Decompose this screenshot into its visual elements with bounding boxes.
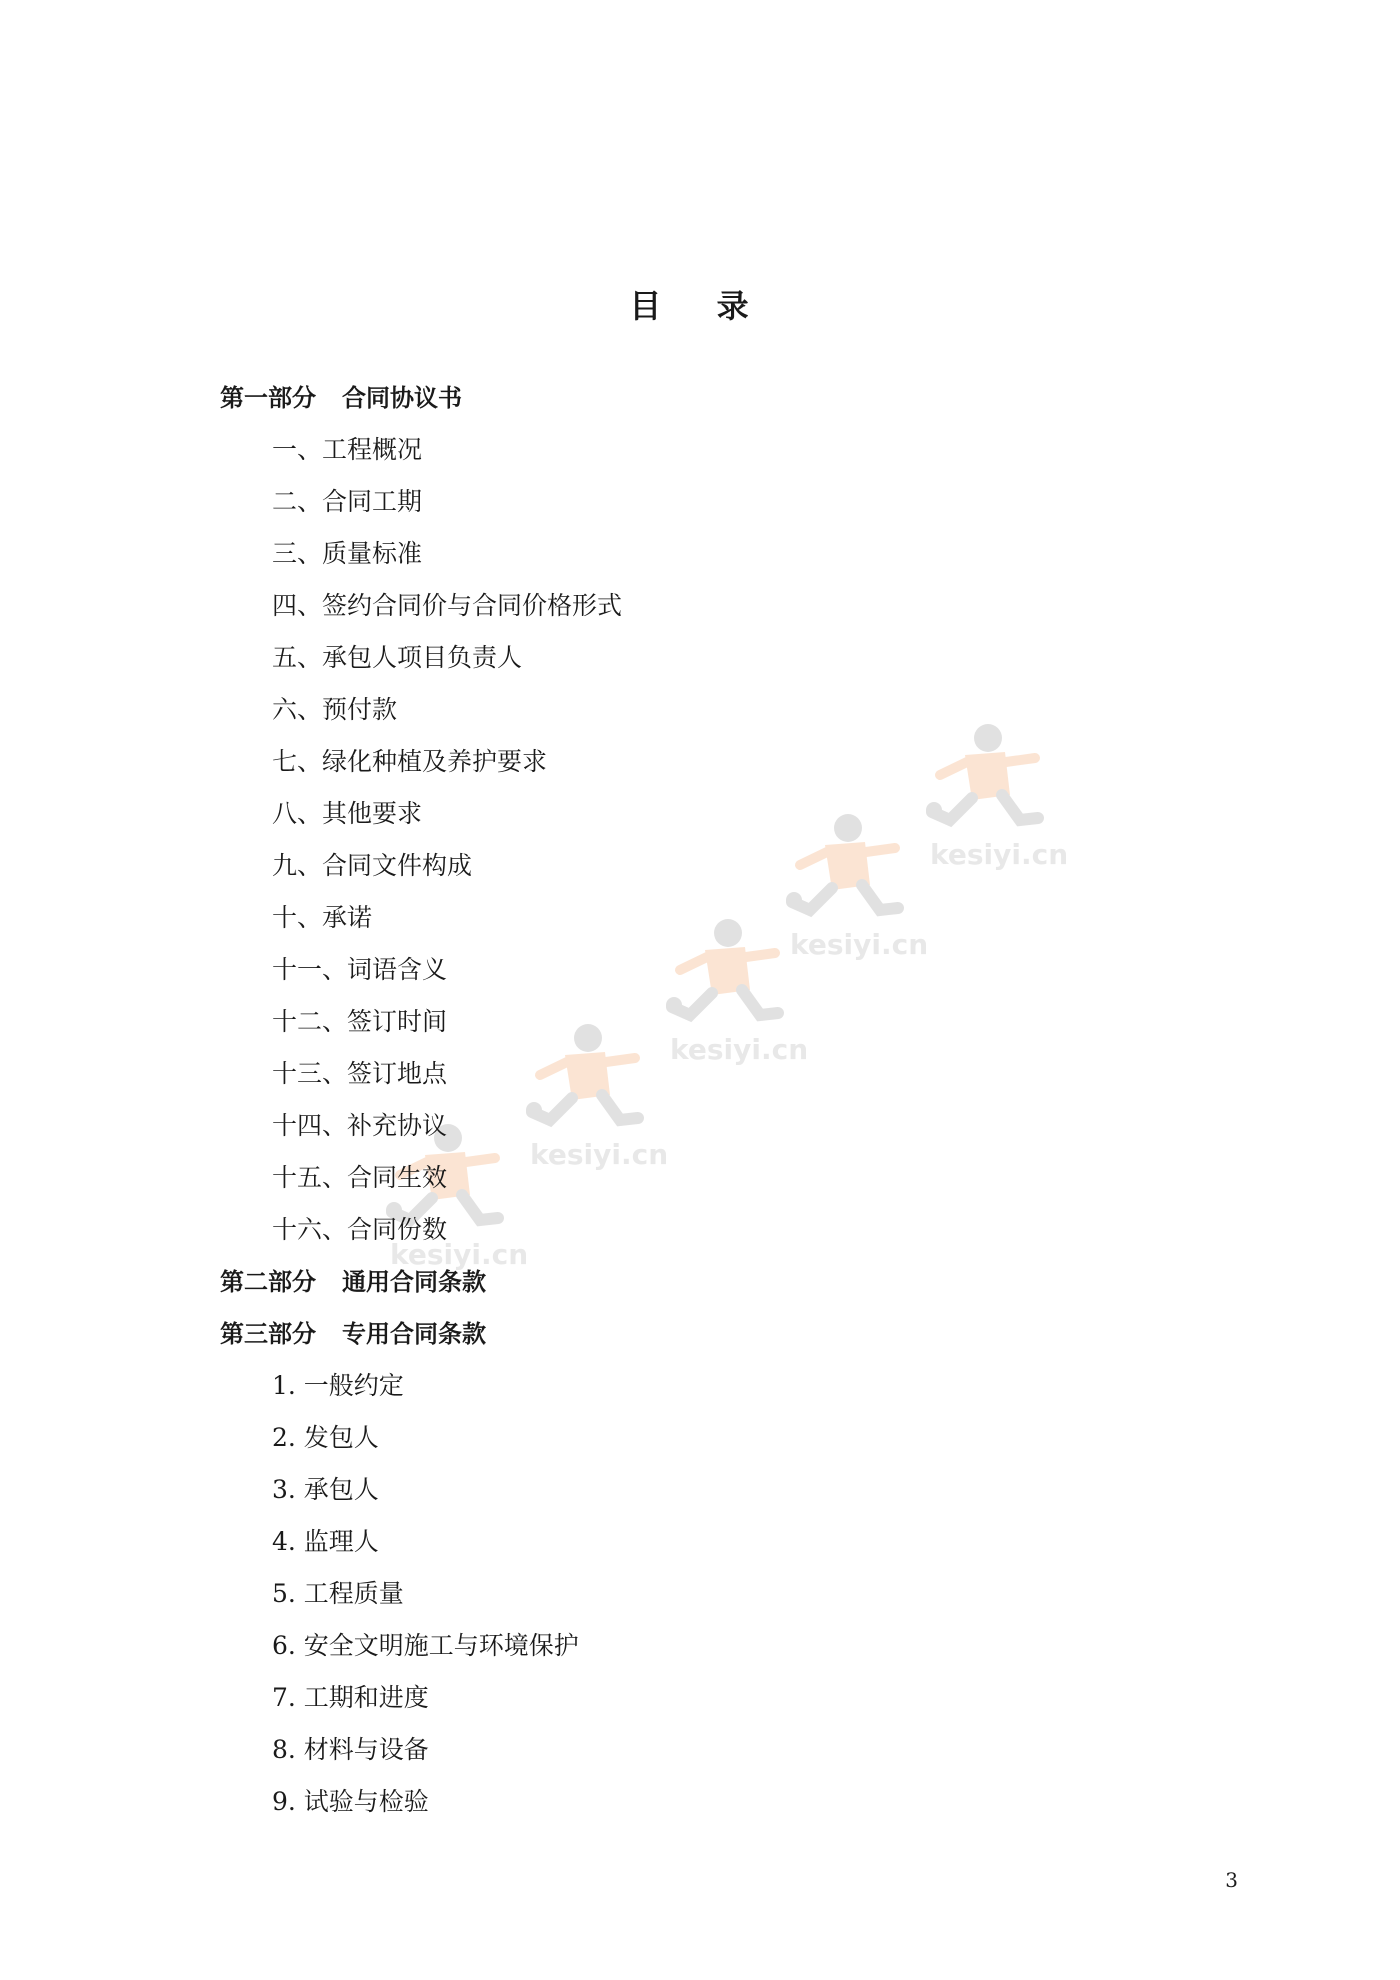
toc-part-label: 第三部分 (220, 1320, 316, 1348)
toc-item[interactable]: 6. 安全文明施工与环境保护 (272, 1631, 579, 1660)
toc-part-title: 专用合同条款 (342, 1320, 486, 1348)
toc-item[interactable]: 十三、签订地点 (272, 1059, 448, 1088)
page-title: 目 录 (629, 287, 771, 325)
toc-item[interactable]: 八、其他要求 (272, 799, 423, 828)
table-of-contents (0, 372, 1400, 1828)
toc-part-2[interactable] (0, 1256, 1400, 1308)
toc-part-title: 合同协议书 (342, 384, 462, 412)
toc-item[interactable]: 一、工程概况 (272, 435, 423, 464)
toc-item[interactable]: 十四、补充协议 (272, 1111, 448, 1140)
page-number: 3 (1225, 1868, 1238, 1892)
toc-item[interactable]: 十六、合同份数 (272, 1215, 448, 1244)
toc-part-label: 第一部分 (220, 384, 316, 412)
toc-item[interactable]: 六、预付款 (272, 695, 398, 724)
toc-item[interactable]: 十一、词语含义 (272, 955, 448, 984)
toc-item[interactable]: 十、承诺 (272, 903, 373, 932)
toc-item[interactable]: 1. 一般约定 (272, 1371, 404, 1400)
toc-item[interactable]: 四、签约合同价与合同价格形式 (272, 591, 623, 620)
toc-part-label: 第二部分 (220, 1268, 316, 1296)
toc-part-3[interactable] (0, 1308, 1400, 1360)
watermark-text: kesiyi.cn (670, 1033, 809, 1066)
toc-item[interactable]: 三、质量标准 (272, 539, 423, 568)
toc-item[interactable]: 九、合同文件构成 (272, 851, 473, 880)
toc-item[interactable]: 十五、合同生效 (272, 1163, 448, 1192)
watermark-text: kesiyi.cn (930, 838, 1069, 871)
toc-item[interactable]: 8. 材料与设备 (272, 1735, 429, 1764)
toc-item[interactable]: 五、承包人项目负责人 (272, 643, 523, 672)
toc-part-title: 通用合同条款 (342, 1268, 486, 1296)
toc-item[interactable]: 七、绿化种植及养护要求 (272, 747, 548, 776)
toc-item[interactable]: 4. 监理人 (272, 1527, 379, 1556)
toc-part-1[interactable] (0, 372, 1400, 424)
watermark-text: kesiyi.cn (390, 1238, 529, 1271)
toc-item[interactable]: 7. 工期和进度 (272, 1683, 429, 1712)
watermark-text: kesiyi.cn (530, 1138, 669, 1171)
toc-item[interactable]: 十二、签订时间 (272, 1007, 448, 1036)
watermark-text: kesiyi.cn (790, 928, 929, 961)
toc-item[interactable]: 二、合同工期 (272, 487, 423, 516)
toc-item[interactable]: 9. 试验与检验 (272, 1787, 429, 1816)
toc-item[interactable]: 3. 承包人 (272, 1475, 379, 1504)
toc-item[interactable]: 2. 发包人 (272, 1423, 379, 1452)
toc-item[interactable]: 5. 工程质量 (272, 1579, 404, 1608)
